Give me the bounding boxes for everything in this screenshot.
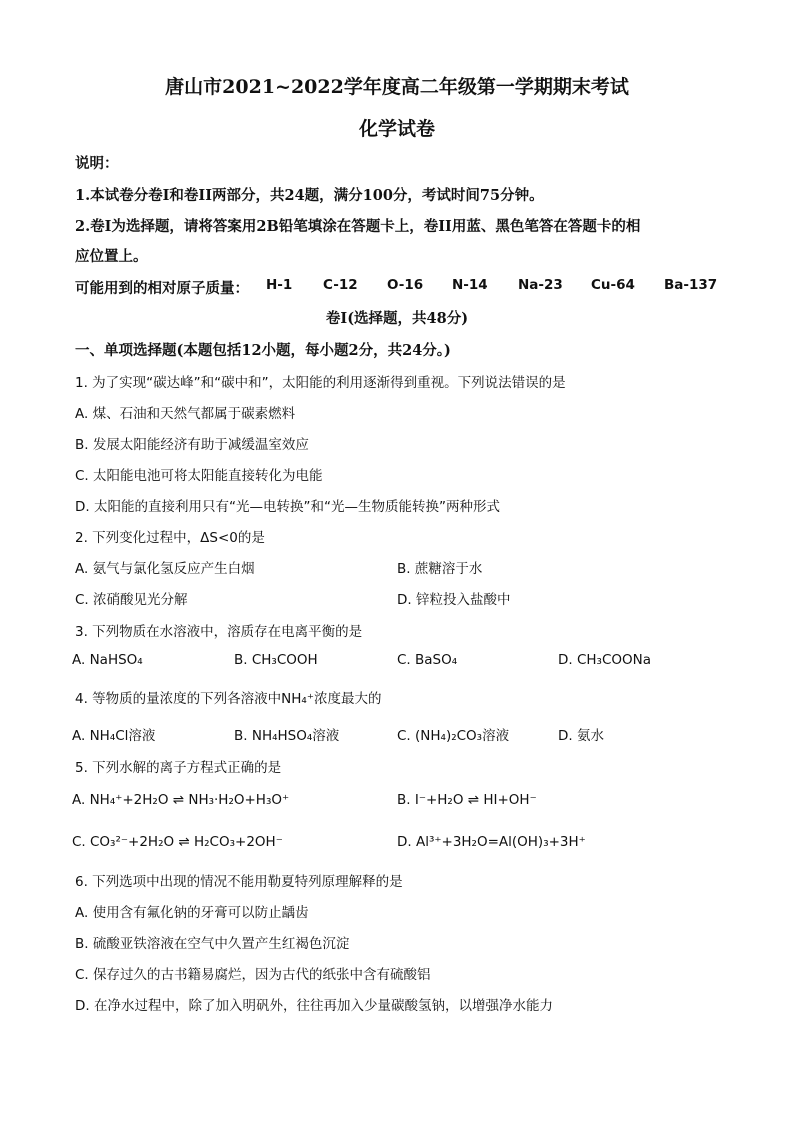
instruction-item-1: 1.本试卷分卷I和卷II两部分，共24题，满分100分，考试时间75分钟。 bbox=[75, 187, 544, 204]
q2-option-a: A. 氨气与氯化氢反应产生白烟 bbox=[75, 561, 255, 577]
atomic-mass-c: C-12 bbox=[323, 277, 358, 293]
instruction-item-2-line1: 2.卷I为选择题，请将答案用2B铅笔填涂在答题卡上，卷II用蓝、黑色笔答在答题卡的相 bbox=[75, 218, 641, 235]
atomic-mass-ba: Ba-137 bbox=[664, 277, 718, 293]
q3-stem: 3. 下列物质在水溶液中，溶质存在电离平衡的是 bbox=[75, 624, 363, 640]
atomic-mass-h: H-1 bbox=[266, 277, 293, 293]
q2-option-d: D. 锌粒投入盐酸中 bbox=[397, 592, 511, 608]
q4-option-a: A. NH₄Cl溶液 bbox=[72, 728, 156, 744]
exam-subtitle: 化学试卷 bbox=[358, 118, 435, 140]
q6-option-d: D. 在净水过程中，除了加入明矾外，往往再加入少量碳酸氢钠，以增强净水能力 bbox=[75, 998, 553, 1014]
part-title: 一、单项选择题(本题包括12小题，每小题2分，共24分。) bbox=[75, 342, 451, 359]
q3-option-a: A. NaHSO₄ bbox=[72, 652, 143, 668]
atomic-mass-label: 可能用到的相对原子质量： bbox=[75, 280, 249, 297]
q1-option-d: D. 太阳能的直接利用只有“光—电转换”和“光—生物质能转换”两种形式 bbox=[75, 499, 500, 515]
exam-title: 唐山市2021~2022学年度高二年级第一学期期末考试 bbox=[165, 76, 629, 98]
atomic-mass-o: O-16 bbox=[387, 277, 424, 293]
q4-option-b: B. NH₄HSO₄溶液 bbox=[234, 728, 340, 744]
q6-stem: 6. 下列选项中出现的情况不能用勒夏特列原理解释的是 bbox=[75, 874, 403, 890]
volume-title: 卷I(选择题，共48分) bbox=[325, 310, 469, 327]
q3-option-d: D. CH₃COONa bbox=[558, 652, 652, 668]
instructions-label: 说明： bbox=[75, 155, 119, 172]
q6-option-a: A. 使用含有氟化钠的牙膏可以防止龋齿 bbox=[75, 905, 309, 921]
q2-option-c: C. 浓硝酸见光分解 bbox=[75, 592, 188, 608]
q3-option-b: B. CH₃COOH bbox=[234, 652, 318, 668]
q6-option-b: B. 硫酸亚铁溶液在空气中久置产生红褐色沉淀 bbox=[75, 936, 350, 952]
q1-option-b: B. 发展太阳能经济有助于减缓温室效应 bbox=[75, 437, 309, 453]
q5-option-d: D. Al³⁺+3H₂O=Al(OH)₃+3H⁺ bbox=[397, 834, 586, 850]
q3-option-c: C. BaSO₄ bbox=[397, 652, 458, 668]
q6-option-c: C. 保存过久的古书籍易腐烂，因为古代的纸张中含有硫酸铝 bbox=[75, 967, 431, 983]
atomic-mass-n: N-14 bbox=[452, 277, 488, 293]
q5-option-c: C. CO₃²⁻+2H₂O ⇌ H₂CO₃+2OH⁻ bbox=[72, 834, 283, 850]
atomic-mass-na: Na-23 bbox=[518, 277, 563, 293]
q5-stem: 5. 下列水解的离子方程式正确的是 bbox=[75, 760, 282, 776]
q1-stem: 1. 为了实现“碳达峰”和“碳中和”，太阳能的利用逐渐得到重视。下列说法错误的是 bbox=[75, 375, 566, 391]
atomic-mass-cu: Cu-64 bbox=[591, 277, 635, 293]
q4-stem: 4. 等物质的量浓度的下列各溶液中NH₄⁺浓度最大的 bbox=[75, 691, 382, 707]
q4-option-c: C. (NH₄)₂CO₃溶液 bbox=[397, 728, 510, 744]
q4-option-d: D. 氨水 bbox=[558, 728, 604, 744]
q1-option-c: C. 太阳能电池可将太阳能直接转化为电能 bbox=[75, 468, 323, 484]
q1-option-a: A. 煤、石油和天然气都属于碳素燃料 bbox=[75, 406, 296, 422]
q2-stem: 2. 下列变化过程中，ΔS<0的是 bbox=[75, 530, 265, 546]
instruction-item-2-line2: 应位置上。 bbox=[75, 248, 148, 265]
q5-option-a: A. NH₄⁺+2H₂O ⇌ NH₃·H₂O+H₃O⁺ bbox=[72, 792, 290, 808]
q5-option-b: B. I⁻+H₂O ⇌ HI+OH⁻ bbox=[397, 792, 537, 808]
q2-option-b: B. 蔗糖溶于水 bbox=[397, 561, 483, 577]
